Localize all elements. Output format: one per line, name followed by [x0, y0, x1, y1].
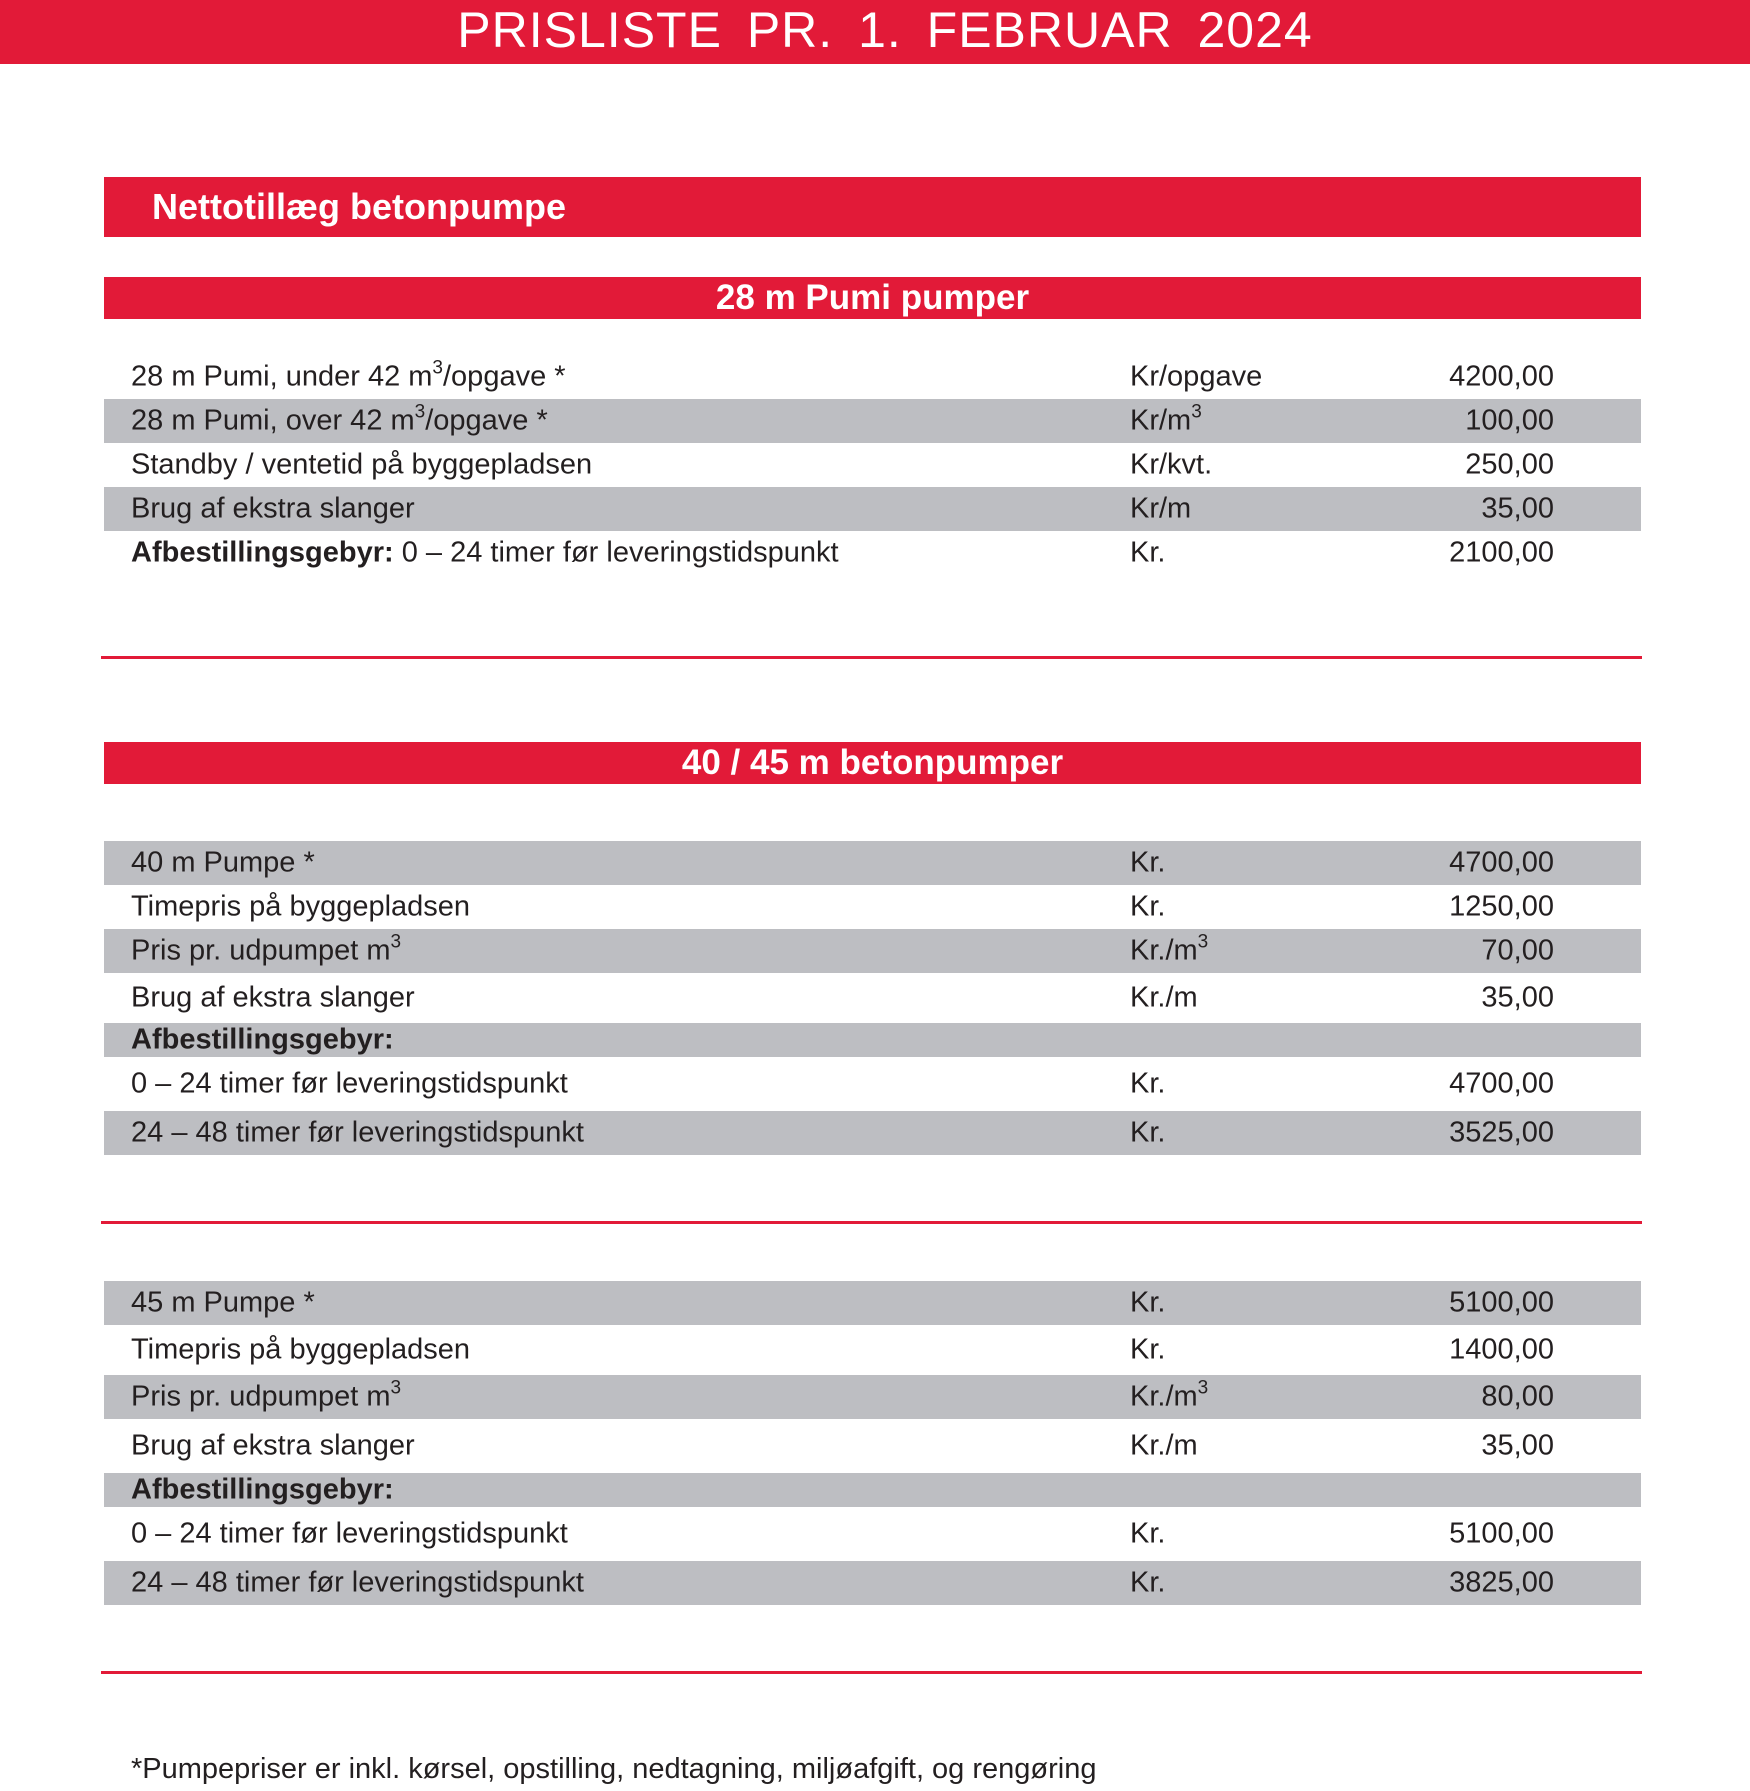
group-header-big: [104, 742, 1641, 784]
table-row: [104, 531, 1641, 575]
table-row: [104, 1281, 1641, 1325]
row-unit: Kr.: [1130, 1517, 1166, 1550]
table-row: [104, 355, 1641, 399]
row-description: 24 – 48 timer før leveringstidspunkt: [131, 1116, 584, 1149]
table-row: [104, 1057, 1641, 1111]
table-row: [104, 885, 1641, 929]
row-unit: Kr.: [1130, 1333, 1166, 1366]
divider: [101, 1671, 1642, 1674]
table-row: [104, 1419, 1641, 1473]
row-price: 35,00: [1481, 1429, 1554, 1462]
row-price: 80,00: [1481, 1380, 1554, 1413]
row-description: 28 m Pumi, over 42 $m^3$/opgave *: [131, 401, 548, 437]
footnote: *Pumpepriser er inkl. kørsel, opstilling, nedtagning, miljøafgift, og rengøring: [131, 1753, 1097, 1785]
row-price: 1250,00: [1449, 890, 1554, 923]
row-unit: Kr.: [1130, 1116, 1166, 1149]
row-description: 28 m Pumi, under 42 $m^3$/opgave *: [131, 357, 566, 393]
row-description: 40 m Pumpe *: [131, 846, 315, 879]
row-description: Brug af ekstra slanger: [131, 1429, 415, 1462]
divider: [101, 1221, 1642, 1224]
row-price: 4200,00: [1449, 360, 1554, 393]
group-title-big: 40 / 45 m betonpumper: [681, 743, 1064, 782]
group-header-pumi: [104, 277, 1641, 319]
row-description: 0 – 24 timer før leveringstidspunkt: [131, 1517, 568, 1550]
table-row: [104, 487, 1641, 531]
table-row: [104, 443, 1641, 487]
row-unit: Kr./m: [1130, 981, 1198, 1014]
row-price: 35,00: [1481, 492, 1554, 525]
page-title: PRISLISTE PR. 1. FEBRUAR 2024: [457, 2, 1313, 58]
row-description: 24 – 48 timer før leveringstidspunkt: [131, 1566, 584, 1599]
row-description: 45 m Pumpe *: [131, 1286, 315, 1319]
row-price: 2100,00: [1449, 536, 1554, 569]
row-unit: $Kr./m^3$: [1130, 1377, 1209, 1413]
row-description: Pris pr. udpumpet $m^3$: [131, 931, 402, 967]
row-price: 4700,00: [1449, 846, 1554, 879]
cancellation-heading: Afbestillingsgebyr:: [131, 1023, 394, 1056]
row-price: 250,00: [1465, 448, 1554, 481]
table-row: [104, 929, 1641, 973]
table-row: [104, 973, 1641, 1023]
row-unit: Kr.: [1130, 890, 1166, 923]
table-row: [104, 399, 1641, 443]
price-table-40m: [104, 841, 1641, 1155]
section-title: Nettotillæg betonpumpe: [152, 186, 566, 227]
price-table-pumi: [104, 355, 1641, 575]
row-price: 5100,00: [1449, 1286, 1554, 1319]
table-row: [104, 1507, 1641, 1561]
row-unit: Kr.: [1130, 536, 1166, 569]
row-unit: $Kr/m^3$: [1130, 401, 1202, 437]
row-unit: Kr/kvt.: [1130, 448, 1213, 481]
title-banner: [0, 0, 1750, 64]
row-price: 3525,00: [1449, 1116, 1554, 1149]
row-unit: Kr./m: [1130, 1429, 1198, 1462]
row-description: Brug af ekstra slanger: [131, 492, 415, 525]
table-row: [104, 1375, 1641, 1419]
table-row: [104, 1561, 1641, 1605]
row-description: Timepris på byggepladsen: [131, 1333, 471, 1366]
section-header: [104, 177, 1641, 237]
row-unit: $Kr./m^3$: [1130, 931, 1209, 967]
row-description: Standby / ventetid på byggepladsen: [131, 448, 593, 481]
price-table-45m: [104, 1281, 1641, 1605]
row-price: 5100,00: [1449, 1517, 1554, 1550]
row-unit: Kr/opgave: [1130, 360, 1263, 393]
table-row: [104, 1111, 1641, 1155]
table-row-heading: [104, 1473, 1641, 1507]
row-price: 35,00: [1481, 981, 1554, 1014]
table-row: [104, 841, 1641, 885]
row-price: 3825,00: [1449, 1566, 1554, 1599]
row-unit: Kr.: [1130, 846, 1166, 879]
row-price: 70,00: [1481, 934, 1554, 967]
row-price: 4700,00: [1449, 1067, 1554, 1100]
row-unit: Kr.: [1130, 1067, 1166, 1100]
row-unit: Kr.: [1130, 1566, 1166, 1599]
row-description: Brug af ekstra slanger: [131, 981, 415, 1014]
row-description: Pris pr. udpumpet $m^3$: [131, 1377, 402, 1413]
divider: [101, 656, 1642, 659]
row-unit: Kr.: [1130, 1286, 1166, 1319]
group-title-pumi: 28 m Pumi pumper: [715, 278, 1030, 317]
cancellation-heading: Afbestillingsgebyr:: [131, 1473, 394, 1506]
row-price: 1400,00: [1449, 1333, 1554, 1366]
row-description: 0 – 24 timer før leveringstidspunkt: [131, 1067, 568, 1100]
row-description: Timepris på byggepladsen: [131, 890, 471, 923]
table-row: [104, 1325, 1641, 1375]
table-row-heading: [104, 1023, 1641, 1057]
row-description: Afbestillingsgebyr: 0 – 24 timer før leveringstidspunkt: [131, 536, 839, 569]
row-price: 100,00: [1465, 404, 1554, 437]
row-unit: Kr/m: [1130, 492, 1192, 525]
